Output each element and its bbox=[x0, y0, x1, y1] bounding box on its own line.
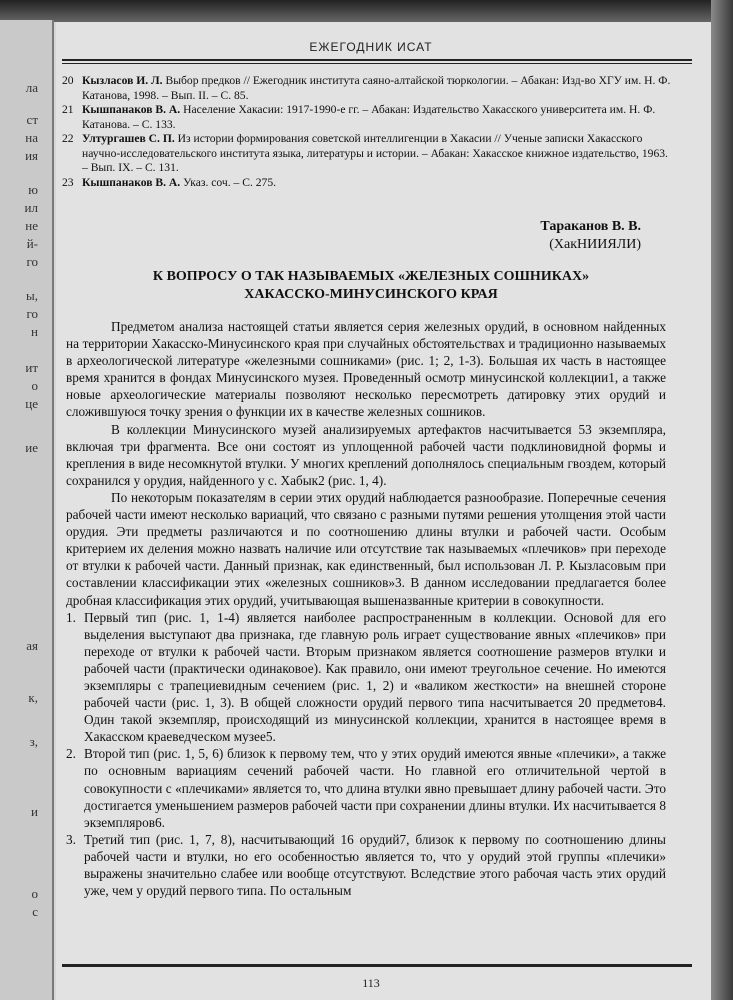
body-paragraph: В коллекции Минусинского музей анализируемых артефактов насчитывается 53 экземпляра, включая три фрагмента. Все они состоят из уплощенной рабочей части подклиновидной формы и крепления в виде несомкнутой втулки. У многих креплений дополнялось специальным гвоздем, который сохранился у орудия, найденного у с. Хабык2 (рис. 1, 4). bbox=[66, 421, 666, 488]
reference-text: Из истории формирования советской интеллигенции в Хакасии // Ученые записки Хакасского научно-исследовательского института языка, литературы и истории. – Абакан: Хакасское книжное издательство, 1963. – Вып. IX. – С. 131. bbox=[82, 132, 668, 174]
reference-author: Кызласов И. Л. bbox=[82, 74, 163, 87]
item-number: 1. bbox=[66, 609, 76, 625]
item-text: Второй тип (рис. 1, 5, 6) близок к первому тем, что у этих орудий имеются явные «плечики», а также по основным вариациям сечений рабочей части. Но главной его отличительной чертой в совокупности с «плечиками» является то, что длина втулки явно превышает длину рабочей части. Это достигается уменьшением размеров рабочей части при сохранении длины втулки. Их насчитывается 8 экземпляров6. bbox=[84, 746, 666, 830]
header-rule bbox=[62, 59, 692, 61]
margin-fragment: го bbox=[26, 254, 38, 269]
header-rule-thin bbox=[62, 63, 692, 64]
article-title bbox=[76, 268, 666, 304]
margin-fragment: о bbox=[31, 886, 38, 901]
author-name: Тараканов В. В. bbox=[540, 219, 641, 234]
numbered-item bbox=[66, 609, 666, 746]
reference-list bbox=[62, 74, 672, 190]
page-number: 113 bbox=[362, 976, 380, 990]
reference-author: Кышпанаков В. А. bbox=[82, 103, 181, 116]
margin-fragment: ы, bbox=[26, 288, 38, 303]
margin-fragment: на bbox=[25, 130, 38, 145]
reference-author: Кышпанаков В. А. bbox=[82, 175, 181, 189]
margin-fragment: це bbox=[25, 396, 38, 411]
margin-fragment: ла bbox=[25, 80, 38, 95]
margin-fragment: ил bbox=[24, 200, 38, 215]
reference-number: 21 bbox=[62, 103, 74, 116]
margin-fragment: с bbox=[32, 904, 38, 919]
margin-fragment: не bbox=[25, 218, 38, 233]
item-number: 2. bbox=[66, 746, 76, 762]
item-text: Третий тип (рис. 1, 7, 8), насчитывающий 16 орудий7, близок к первому по соотношению длины рабочей части и втулки, но его особенностью является то, что у орудий этой группы «плечики» выражены значительно слабее или вообще отсутствуют. Вследствие этого рабочая часть этих орудий уже, чем у орудий первого типа. По остальным bbox=[84, 831, 666, 899]
margin-fragment: к, bbox=[28, 690, 38, 705]
margin-fragment: н bbox=[31, 324, 38, 339]
item-text: Первый тип (рис. 1, 1-4) является наиболее распространенным в коллекции. Основой для его выделения выступают два признака, где главную роль играет существование явных «плечиков» при переходе от втулки к рабочей части. Вторым признаком является соотношение размеров втулки и рабочей части (практически одинаковое). Как правило, они имеют треугольное сечение. Но имеются экземпляры с трапециевидным сечением (рис. 1, 2) и «валиком жесткости» на внешней стороне рабочей части (рис. 1, 3). В общей сложности орудий первого типа насчитывается 20 предметов4. Один такой экземпляр, происходящий из минусинской коллекции, хранится в настоящее время в Хакасском краеведческом музее5. bbox=[84, 609, 666, 745]
body-paragraph: Предметом анализа настоящей статьи является серия железных орудий, в основном найденных на территории Хакасско-Минусинского края при случайных обстоятельствах и традиционно называемых в археологической литературе «железными сошниками» (рис. 1; 2, 1-3). Большая их часть в настоящее время хранится в фондах Минусинского музея. Проведенный осмотр минусинской коллекции1, а также новые археологические материалы позволяют несколько пересмотреть датировку этих орудий и сложившуюся точку зрения о функции их в качестве железных сошников. bbox=[66, 319, 666, 420]
reference-item bbox=[62, 74, 672, 103]
margin-fragment: ст bbox=[26, 112, 38, 127]
previous-page-strip bbox=[0, 20, 54, 1000]
margin-fragment: з, bbox=[29, 734, 38, 749]
reference-number: 20 bbox=[62, 74, 74, 87]
article-author-block bbox=[540, 218, 641, 254]
margin-fragment: ая bbox=[26, 638, 38, 653]
reference-author: Ултургашев С. П. bbox=[82, 132, 175, 145]
reference-number: 22 bbox=[62, 132, 74, 145]
margin-fragment: о bbox=[31, 378, 38, 393]
numbered-item bbox=[66, 831, 666, 899]
margin-fragment: и bbox=[31, 804, 38, 819]
margin-fragment: ю bbox=[28, 182, 38, 197]
body-paragraph: По некоторым показателям в серии этих орудий наблюдается разнообразие. Поперечные сечения рабочей части имеют несколько вариаций, что связано с разными путями решения утолщения этой части орудия. Эти предметы различаются и по соотношению длины втулки и рабочей части. Особым критерием их деления можно назвать наличие или отсутствие так называемых «плечиков» при переходе от втулки к рабочей части. Данный признак, как единственный, был использован Л. Р. Кызласовым при составлении классификации этих «железных сошников»3. В данном исследовании предлагается более дробная классификация этих орудий, учитывающая вышеназванные критерии в совокупности. bbox=[66, 489, 666, 608]
reference-text: Население Хакасии: 1917-1990-е гг. – Абакан: Издательство Хакасского университета им. Н. Ф. Катанова. – С. 133. bbox=[82, 103, 656, 131]
title-line: ХАКАССКО-МИНУСИНСКОГО КРАЯ bbox=[244, 287, 498, 302]
margin-fragment: й- bbox=[26, 236, 38, 251]
margin-fragment: ит bbox=[25, 360, 38, 375]
running-header: ЕЖЕГОДНИК ИСАТ bbox=[309, 40, 433, 54]
margin-fragment: го bbox=[26, 306, 38, 321]
scan-top-edge bbox=[0, 0, 733, 22]
author-affiliation: (ХакНИИЯЛИ) bbox=[549, 237, 641, 252]
reference-item bbox=[62, 132, 672, 176]
reference-text: Указ. соч. – С. 275. bbox=[180, 175, 277, 189]
article-body bbox=[66, 318, 666, 899]
title-line: К ВОПРОСУ О ТАК НАЗЫВАЕМЫХ «ЖЕЛЕЗНЫХ СОШНИКАХ» bbox=[152, 269, 590, 284]
footer-rule bbox=[62, 964, 692, 967]
reference-number: 23 bbox=[62, 175, 74, 189]
margin-fragment: ие bbox=[25, 440, 38, 455]
reference-text: Выбор предков // Ежегодник института саяно-алтайской тюркологии. – Абакан: Изд-во ХГУ им. Н. Ф. Катанова, 1998. – Вып. II. – С. 85. bbox=[82, 74, 671, 102]
book-page bbox=[56, 22, 711, 1000]
item-number: 3. bbox=[66, 831, 76, 847]
numbered-item bbox=[66, 745, 666, 830]
reference-item bbox=[62, 103, 672, 132]
book-spine-edge bbox=[711, 0, 733, 1000]
margin-fragment: ия bbox=[25, 148, 38, 163]
reference-item bbox=[62, 176, 672, 191]
